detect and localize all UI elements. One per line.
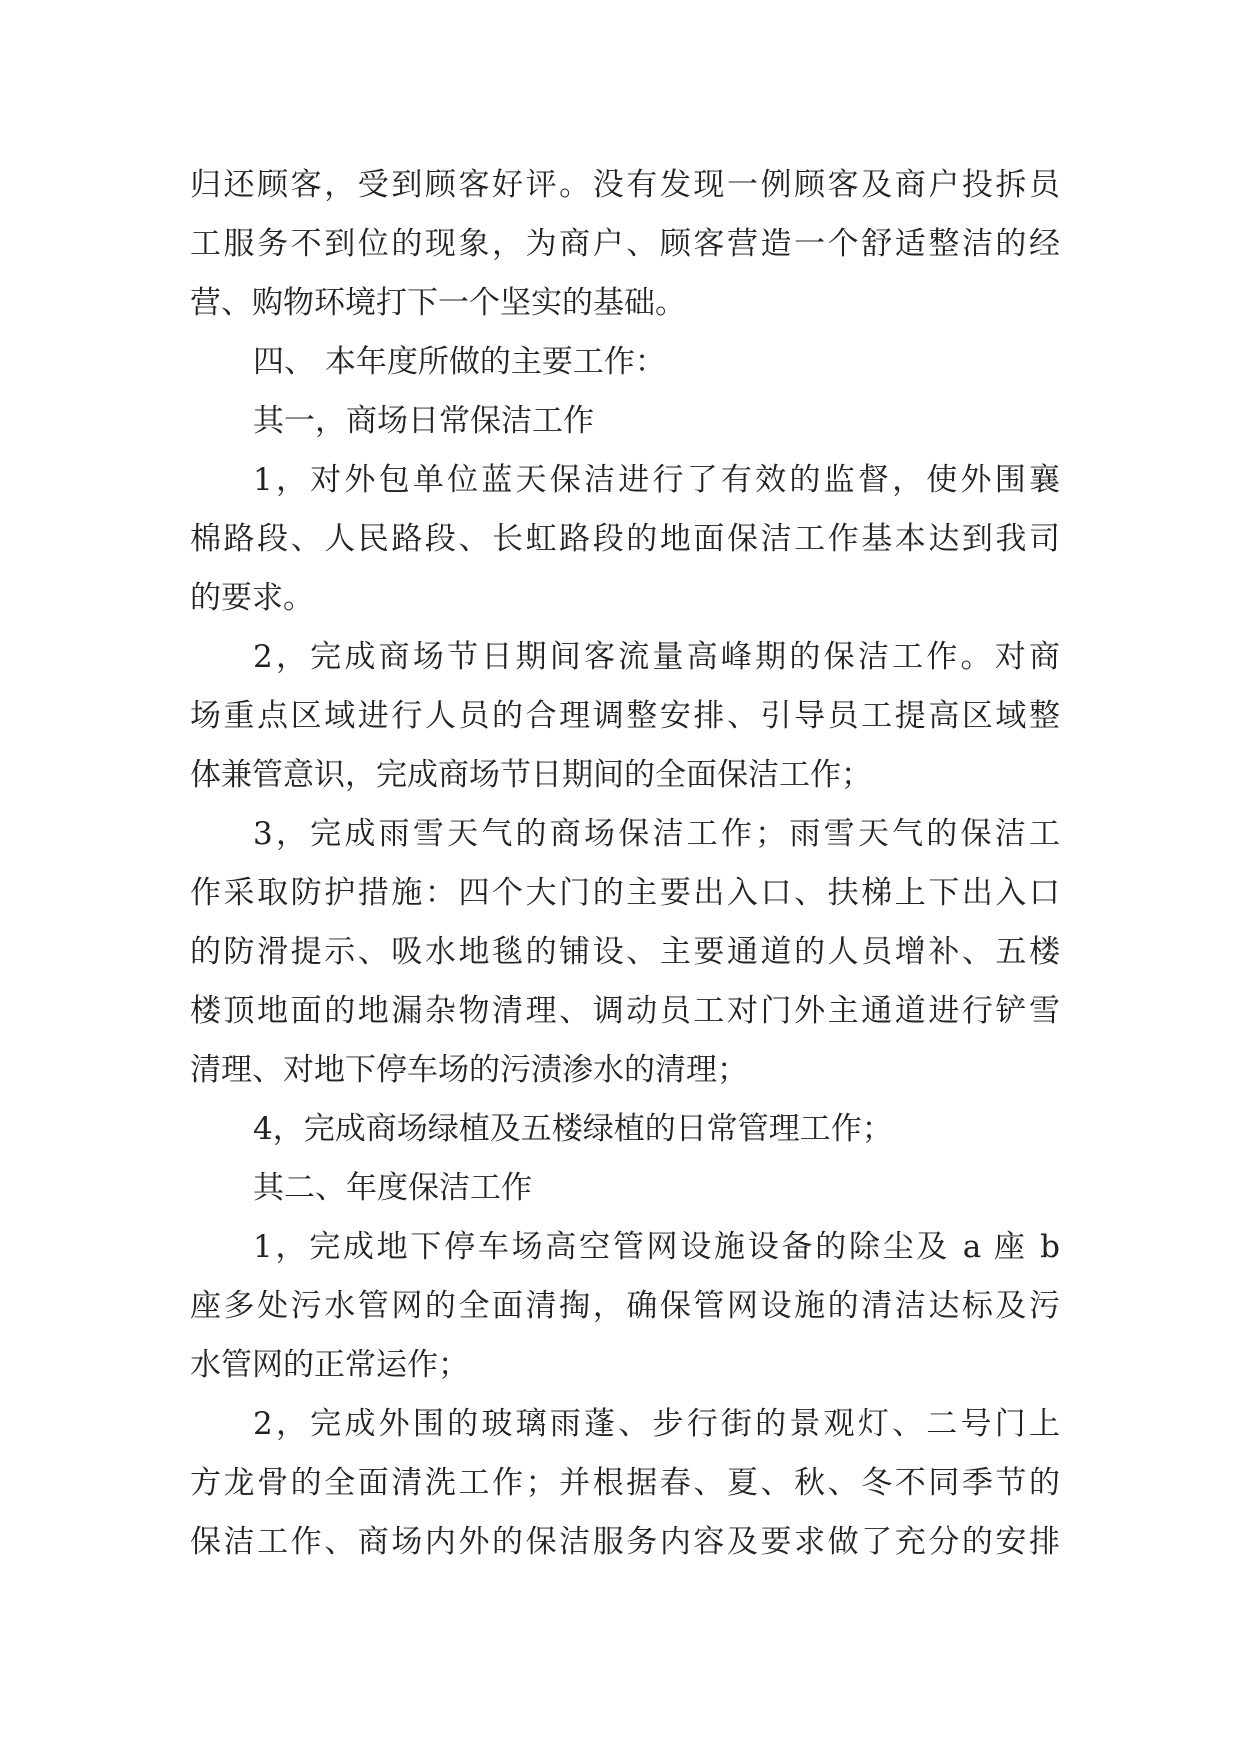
- text-line: 四、 本年度所做的主要工作：: [253, 344, 666, 380]
- body-text: [190, 156, 1060, 1572]
- text-line: 3，完成雨雪天气的商场保洁工作；雨雪天气的保洁工: [253, 816, 1060, 852]
- text-line: 其一，商场日常保洁工作: [253, 403, 594, 439]
- text-line: 清理、对地下停车场的污渍渗水的清理；: [190, 1052, 748, 1088]
- text-line: 作采取防护措施：四个大门的主要出入口、扶梯上下出入口: [190, 875, 1060, 911]
- text-line: 2，完成商场节日期间客流量高峰期的保洁工作。对商: [253, 639, 1060, 675]
- text-line: 楼顶地面的地漏杂物清理、调动员工对门外主通道进行铲雪: [190, 993, 1060, 1029]
- text-line: 水管网的正常运作；: [190, 1347, 469, 1383]
- text-line: 营、购物环境打下一个坚实的基础。: [190, 285, 686, 321]
- text-line: 4，完成商场绿植及五楼绿植的日常管理工作；: [253, 1111, 893, 1147]
- text-line: 工服务不到位的现象，为商户、顾客营造一个舒适整洁的经: [190, 226, 1060, 262]
- text-line: 的要求。: [190, 580, 314, 616]
- text-line: 1，完成地下停车场高空管网设施设备的除尘及 a 座 b: [253, 1229, 1060, 1265]
- text-line: 方龙骨的全面清洗工作；并根据春、夏、秋、冬不同季节的: [190, 1465, 1060, 1501]
- text-line: 的防滑提示、吸水地毯的铺设、主要通道的人员增补、五楼: [190, 934, 1060, 970]
- text-line: 其二、年度保洁工作: [253, 1170, 532, 1206]
- text-line: 2，完成外围的玻璃雨蓬、步行街的景观灯、二号门上: [253, 1406, 1060, 1442]
- text-line: 棉路段、人民路段、长虹路段的地面保洁工作基本达到我司: [190, 521, 1060, 557]
- text-line: 保洁工作、商场内外的保洁服务内容及要求做了充分的安排: [190, 1524, 1060, 1560]
- text-line: 场重点区域进行人员的合理调整安排、引导员工提高区域整: [190, 698, 1060, 734]
- text-line: 1，对外包单位蓝天保洁进行了有效的监督，使外围襄: [253, 462, 1060, 498]
- text-line: 体兼管意识，完成商场节日期间的全面保洁工作；: [190, 757, 872, 793]
- text-line: 座多处污水管网的全面清掏，确保管网设施的清洁达标及污: [190, 1288, 1060, 1324]
- text-line: 归还顾客，受到顾客好评。没有发现一例顾客及商户投拆员: [190, 167, 1060, 203]
